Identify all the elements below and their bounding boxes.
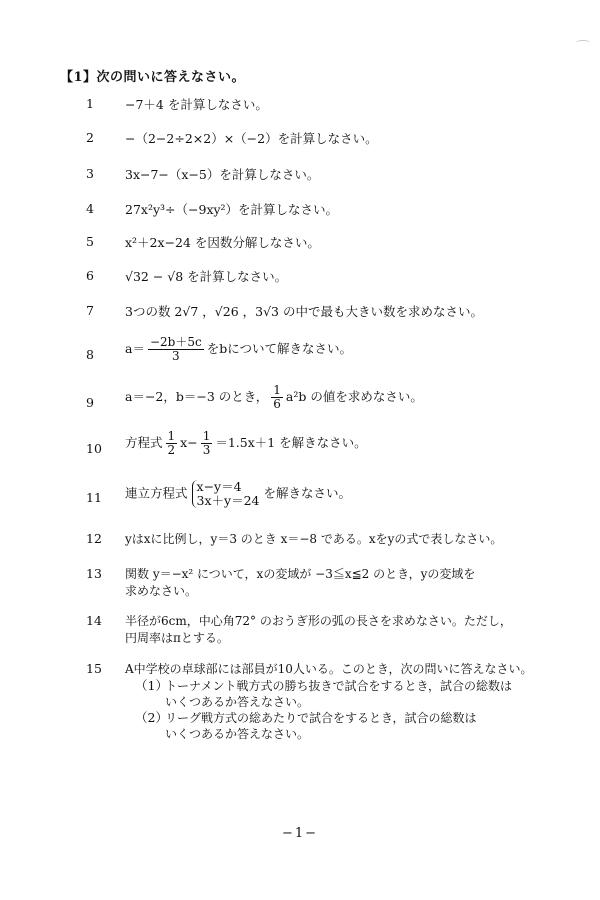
question-text bbox=[125, 566, 520, 600]
fraction-denominator: 2 bbox=[167, 443, 176, 457]
question-text bbox=[125, 480, 520, 508]
sub-question-line-1: トーナメント戦方式の勝ち抜きで試合をするとき，試合の総数は bbox=[165, 679, 513, 693]
question-number: 8 bbox=[86, 347, 94, 362]
equation-system bbox=[192, 480, 260, 508]
sub-question-1 bbox=[135, 678, 515, 712]
fraction-numerator: −2b＋5c bbox=[149, 335, 202, 349]
question-middle: x− bbox=[180, 435, 198, 450]
question-text bbox=[125, 384, 520, 411]
question-prefix: 方程式 bbox=[125, 435, 163, 450]
question-text bbox=[125, 336, 520, 363]
question-text: −（2−2÷2×2）×（−2）を計算しなさい。 bbox=[125, 131, 378, 146]
equation-1: x−y＝4 bbox=[196, 479, 242, 494]
question-text bbox=[125, 613, 520, 647]
fraction-denominator: 3 bbox=[202, 443, 211, 457]
fraction-numerator: 1 bbox=[273, 383, 281, 397]
question-number: 6 bbox=[86, 268, 94, 283]
question-rest: a²b の値を求めなさい。 bbox=[285, 389, 423, 404]
sub-question-line-2: いくつあるか答えなさい。 bbox=[165, 727, 310, 741]
sub-question-number: （2） bbox=[135, 710, 168, 725]
sub-question-line-2: いくつあるか答えなさい。 bbox=[165, 695, 310, 709]
question-number: 15 bbox=[86, 661, 102, 676]
question-text: x²＋2x−24 を因数分解しなさい。 bbox=[125, 235, 320, 250]
section-heading: 【1】次の問いに答えなさい。 bbox=[60, 70, 246, 85]
question-text: √32 − √8 を計算しなさい。 bbox=[125, 269, 288, 284]
question-number: 12 bbox=[86, 531, 102, 546]
question-rest: を解きなさい。 bbox=[263, 485, 352, 501]
question-text: A中学校の卓球部には部員が10人いる。このとき，次の問いに答えなさい。 bbox=[125, 662, 533, 676]
fraction bbox=[201, 430, 213, 457]
fraction-numerator: 1 bbox=[202, 429, 211, 443]
question-number: 11 bbox=[86, 490, 102, 505]
question-number: 1 bbox=[86, 96, 94, 111]
question-rest: ＝1.5x＋1 を解きなさい。 bbox=[215, 435, 367, 450]
question-prefix: 連立方程式 bbox=[125, 485, 188, 501]
equation-lhs: a＝ bbox=[125, 341, 145, 356]
question-number: 10 bbox=[86, 441, 102, 456]
question-number: 9 bbox=[86, 395, 94, 410]
sub-question-text bbox=[165, 678, 515, 710]
question-line-2: 円周率はπとする。 bbox=[125, 631, 229, 645]
question-line-1: 関数 y＝−x² について，xの変域が −3≦x≦2 のとき，yの変域を bbox=[125, 567, 476, 581]
question-text: 3つの数 2√7 ，√26 ，3√3 の中で最も大きい数を求めなさい。 bbox=[125, 304, 483, 319]
question-text: 27x²y³÷（−9xy²）を計算しなさい。 bbox=[125, 202, 339, 217]
question-rest: をbについて解きなさい。 bbox=[206, 341, 352, 356]
question-text: 3x−7−（x−5）を計算しなさい。 bbox=[125, 167, 320, 182]
question-number: 14 bbox=[86, 613, 102, 628]
question-number: 4 bbox=[86, 201, 94, 216]
page-number: −1− bbox=[281, 826, 319, 841]
sub-question-2 bbox=[135, 710, 515, 744]
fraction-denominator: 6 bbox=[273, 397, 281, 411]
question-number: 5 bbox=[86, 234, 94, 249]
fraction-denominator: 3 bbox=[172, 349, 180, 363]
question-line-1: 半径が6cm，中心角72° のおうぎ形の弧の長さを求めなさい。ただし， bbox=[125, 614, 512, 628]
fraction bbox=[271, 384, 283, 411]
question-number: 13 bbox=[86, 566, 102, 581]
sub-question-line-1: リーグ戦方式の総あたりで試合をするとき，試合の総数は bbox=[165, 711, 477, 725]
question-text: yはxに比例し，y＝3 のとき x＝−8 である。xをyの式で表しなさい。 bbox=[125, 532, 503, 546]
fraction bbox=[166, 430, 178, 457]
sub-question-text bbox=[165, 710, 515, 742]
fraction bbox=[148, 336, 204, 363]
question-prefix: a＝−2，b＝−3 のとき， bbox=[125, 389, 269, 404]
fraction-numerator: 1 bbox=[167, 429, 176, 443]
question-text: −7＋4 を計算しなさい。 bbox=[125, 97, 268, 112]
question-number: 3 bbox=[86, 166, 94, 181]
page-corner-mark bbox=[576, 40, 590, 45]
question-number: 7 bbox=[86, 303, 94, 318]
question-number: 2 bbox=[86, 130, 94, 145]
question-text bbox=[125, 430, 520, 457]
equation-2: 3x＋y＝24 bbox=[196, 493, 260, 508]
sub-question-number: （1） bbox=[135, 678, 168, 693]
question-line-2: 求めなさい。 bbox=[125, 584, 198, 598]
